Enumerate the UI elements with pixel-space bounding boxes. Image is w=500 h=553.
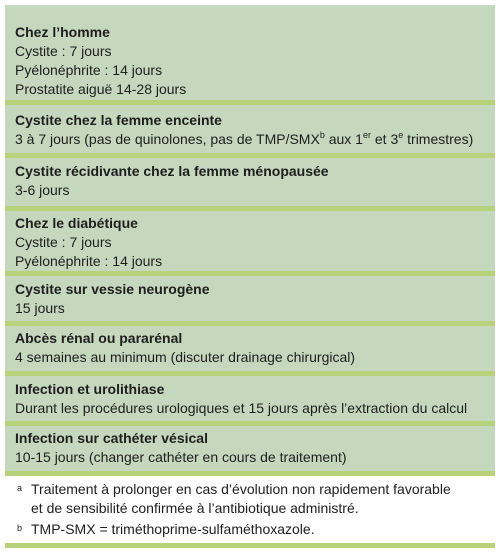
row-content xyxy=(15,23,487,99)
treatment-duration-table xyxy=(5,5,495,548)
row-content xyxy=(15,111,487,149)
row-line: 3-6 jours xyxy=(15,182,70,198)
row-line: 4 semaines au minimum (discuter drainage chirurgical) xyxy=(15,349,356,365)
row-title: Chez l’homme xyxy=(15,24,110,40)
footnote-line: et de sensibilité confirmée à l’antibiotique administré. xyxy=(31,500,359,516)
row-line: 3 à 7 jours (pas de quinolones, pas de TMP/SMX$^b$ aux 1er et 3e trimestres) xyxy=(15,130,474,147)
footnote-line: TMP-SMX = triméthoprime-sulfaméthoxazole. xyxy=(31,521,315,537)
row-content xyxy=(15,214,487,271)
footnotes xyxy=(5,476,495,543)
row-line: Cystite : 7 jours xyxy=(15,43,112,59)
row-title: Abcès rénal ou pararénal xyxy=(15,330,183,346)
row-title: Cystite récidivante chez la femme ménopausée xyxy=(15,163,329,179)
footnote-mark: b xyxy=(17,523,23,533)
table-bottom-border xyxy=(5,543,495,548)
row-title: Cystite chez la femme enceinte xyxy=(15,112,222,128)
row-line: Pyélonéphrite : 14 jours xyxy=(15,253,163,269)
row-line: Prostatite aiguë 14-28 jours xyxy=(15,81,187,97)
row-content xyxy=(15,162,487,200)
table-row xyxy=(5,326,495,371)
row-line: Durant les procédures urologiques et 15 jours après l’extraction du calcul xyxy=(15,400,468,416)
row-content xyxy=(15,380,487,418)
table-row xyxy=(5,158,495,206)
row-line: 15 jours xyxy=(15,300,65,316)
row-title: Infection sur cathéter vésical xyxy=(15,430,208,446)
table-row xyxy=(5,211,495,271)
table-row xyxy=(5,105,495,153)
footnote-ref: b xyxy=(319,130,325,140)
footnote-line: Traitement à prolonger en cas d’évolution non rapidement favorable xyxy=(31,481,451,497)
table-row xyxy=(5,376,495,421)
table-row xyxy=(5,426,495,471)
row-content xyxy=(15,280,487,318)
footnote-mark: a xyxy=(17,483,23,493)
table-row xyxy=(5,5,495,100)
row-title: Infection et urolithiase xyxy=(15,381,165,397)
row-content xyxy=(15,429,487,467)
row-content xyxy=(15,329,487,367)
row-line: Pyélonéphrite : 14 jours xyxy=(15,62,163,78)
row-title: Cystite sur vessie neurogène xyxy=(15,281,210,297)
table-row xyxy=(5,276,495,321)
row-line: 10-15 jours (changer cathéter en cours de traitement) xyxy=(15,449,347,465)
row-line: Cystite : 7 jours xyxy=(15,234,112,250)
row-title: Chez le diabétique xyxy=(15,215,138,231)
